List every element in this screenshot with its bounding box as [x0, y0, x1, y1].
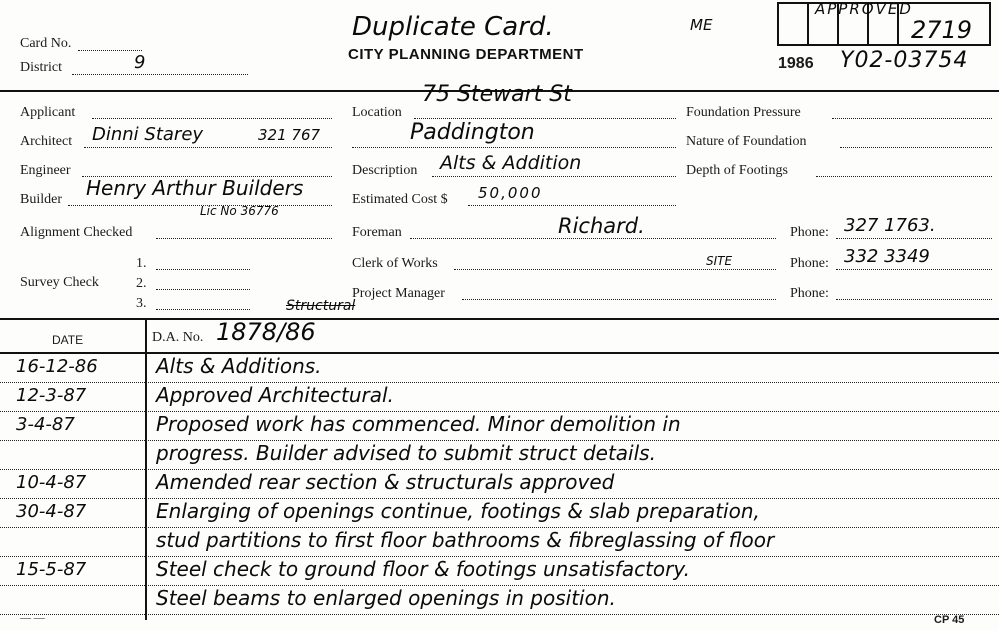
- depth-line: [816, 176, 992, 177]
- survey-2-line: [156, 289, 250, 290]
- clerk-line: [454, 269, 776, 270]
- da-label: D.A. No.: [152, 330, 204, 345]
- log-entry-text: Enlarging of openings continue, footings & slab preparation,: [156, 499, 760, 523]
- log-entry-date: 10-4-87: [16, 472, 87, 493]
- alignment-label: Alignment Checked: [20, 225, 133, 240]
- architect-line: [84, 147, 332, 148]
- cost-line: [468, 205, 676, 206]
- duplicate-note: Duplicate Card.: [352, 12, 554, 42]
- log-row-line: [0, 614, 999, 615]
- district-label: District: [20, 60, 62, 75]
- location-line-2: [352, 147, 676, 148]
- survey-1: 1.: [136, 256, 147, 271]
- architect-label: Architect: [20, 134, 73, 149]
- survey-1-line: [156, 269, 250, 270]
- location-line1: 75 Stewart St: [422, 82, 572, 107]
- log-entry-text: stud partitions to first floor bathrooms & fibreglassing of floor: [156, 528, 775, 552]
- ref-number: Y02-03754: [840, 48, 969, 73]
- architect-value: Dinni Starey: [92, 124, 204, 145]
- log-entry-date: 30-4-87: [16, 501, 87, 522]
- district-line: [72, 74, 248, 75]
- engineer-label: Engineer: [20, 163, 71, 178]
- phone-1-line: [836, 238, 992, 239]
- stamp-label: APPROVED: [815, 0, 913, 18]
- log-entry-text: Alts & Additions.: [156, 354, 322, 378]
- log-row-line: [0, 382, 999, 383]
- log-entry-text: progress. Builder advised to submit struct details.: [156, 441, 656, 465]
- builder-label: Builder: [20, 192, 62, 207]
- log-entry-date: 16-12-86: [16, 356, 98, 377]
- applicant-line: [92, 118, 332, 119]
- year: 1986: [778, 55, 814, 72]
- location-line2: Paddington: [410, 120, 535, 145]
- builder-value: Henry Arthur Builders: [86, 176, 304, 200]
- foreman-label: Foreman: [352, 225, 402, 240]
- form-code: CP 45: [934, 614, 965, 626]
- phone-2-value: 332 3349: [844, 246, 930, 267]
- builder-licence: Lic No 36776: [200, 204, 279, 218]
- location-line: [414, 118, 676, 119]
- log-header-divider: [0, 352, 999, 354]
- corner-scribble: — —: [20, 612, 45, 624]
- department-title: CITY PLANNING DEPARTMENT: [348, 46, 584, 63]
- foreman-line: [410, 238, 776, 239]
- pm-label: Project Manager: [352, 286, 445, 301]
- phone-1-label: Phone:: [790, 225, 829, 240]
- log-entry-date: 3-4-87: [16, 414, 75, 435]
- applicant-label: Applicant: [20, 105, 76, 120]
- log-entry-date: 15-5-87: [16, 559, 87, 580]
- survey-2: 2.: [136, 276, 147, 291]
- survey-3: 3.: [136, 296, 147, 311]
- log-entry-text: Amended rear section & structurals approved: [156, 470, 615, 494]
- card-no-label: Card No.: [20, 36, 72, 51]
- alignment-line: [156, 238, 332, 239]
- log-entry-text: Approved Architectural.: [156, 383, 394, 407]
- district-value: 9: [134, 52, 146, 73]
- clerk-label: Clerk of Works: [352, 256, 438, 271]
- card-no-line: [78, 50, 142, 51]
- description-label: Description: [352, 163, 418, 178]
- log-entry-text: Steel check to ground floor & footings unsatisfactory.: [156, 557, 691, 581]
- description-line: [432, 176, 676, 177]
- log-top-divider: [0, 318, 999, 320]
- foreman-value: Richard.: [558, 214, 645, 238]
- log-entry-text: Steel beams to enlarged openings in position.: [156, 586, 616, 610]
- initials: ME: [690, 16, 713, 34]
- architect-phone: 321 767: [258, 126, 321, 144]
- date-column-divider: [145, 320, 147, 620]
- survey-3-line: [156, 309, 250, 310]
- pm-struck: Structural: [286, 298, 356, 314]
- foundation-pressure-line: [832, 118, 992, 119]
- date-header: DATE: [52, 333, 84, 347]
- cost-value: 50,000: [478, 184, 543, 202]
- phone-1-value: 327 1763.: [844, 215, 936, 236]
- da-value: 1878/86: [216, 318, 316, 346]
- depth-label: Depth of Footings: [686, 163, 788, 178]
- clerk-value: SITE: [706, 254, 733, 268]
- location-label: Location: [352, 105, 402, 120]
- foundation-pressure-label: Foundation Pressure: [686, 105, 801, 120]
- log-entry-date: 12-3-87: [16, 385, 87, 406]
- pm-line: [462, 299, 776, 300]
- nature-line: [840, 147, 992, 148]
- cost-label: Estimated Cost $: [352, 192, 448, 207]
- description-value: Alts & Addition: [440, 152, 582, 174]
- phone-2-line: [836, 269, 992, 270]
- survey-label: Survey Check: [20, 275, 99, 290]
- phone-3-label: Phone:: [790, 286, 829, 301]
- approval-stamp: [777, 2, 991, 46]
- stamp-number: 2719: [911, 16, 973, 44]
- phone-3-line: [836, 299, 992, 300]
- log-entry-text: Proposed work has commenced. Minor demolition in: [156, 412, 681, 436]
- nature-label: Nature of Foundation: [686, 134, 807, 149]
- phone-2-label: Phone:: [790, 256, 829, 271]
